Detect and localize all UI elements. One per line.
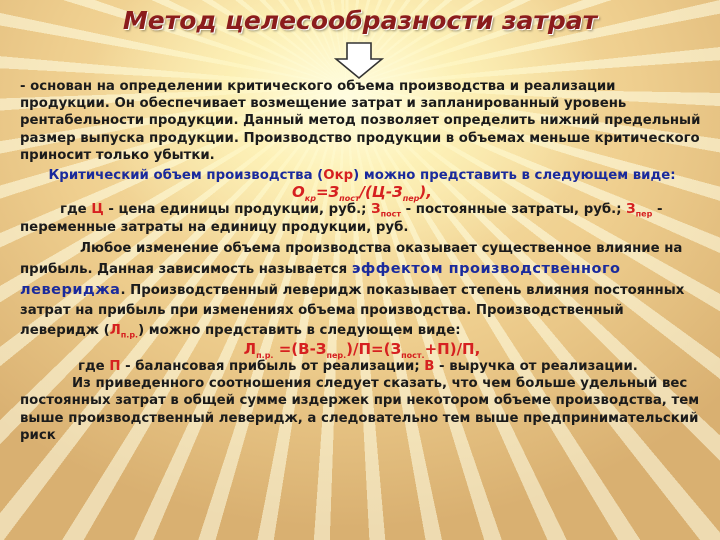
slide-body — [20, 78, 704, 444]
w2-profit-symbol: П — [109, 359, 121, 375]
where-definitions-1 — [20, 201, 704, 235]
f1-sub-b: пост — [339, 194, 360, 204]
leverage-formula — [20, 341, 704, 358]
intro-paragraph: - основан на определении критического объема производства и реализации продукции. Он обеспечивает возмещение затрат и запланированный уровень рентабельности продукции. Данный метод позволяет определить нижний предельный размер выпуска продукции. Производство продукции в объемах меньше критического приносит только убытки. — [20, 79, 701, 163]
conclusion-paragraph: Из приведенного соотношения следует сказать, что чем больше удельный вес постоянных затрат в общей сумме издержек при некотором объеме производства, тем выше производственный леверидж, а следовательно тем выше предпринимательский риск — [20, 376, 700, 443]
leverage-paragraph — [20, 239, 704, 341]
w1-t4: - переменные затраты на единицу продукции, руб. — [20, 202, 663, 235]
w1-fixed-symbol: З — [371, 202, 381, 218]
where-definitions-2 — [20, 358, 704, 375]
w1-fixed-sub: пост — [380, 210, 401, 220]
f1-part-d: ), — [419, 183, 432, 202]
w1-t1: где — [60, 202, 92, 218]
f1-sub-a: кр — [304, 194, 316, 204]
w1-t3: - постоянные затраты, руб.; — [400, 202, 627, 218]
f2-sub-c: пост. — [401, 350, 425, 360]
f2-part-a: Л — [243, 339, 257, 358]
w2-t1: где — [78, 359, 110, 375]
slide-title: Метод целесообразности затрат — [122, 6, 598, 35]
leverage-effect-term: эффектом производственного левериджа — [20, 260, 621, 298]
w1-var-sub: пер — [635, 210, 653, 220]
lev-t1: Любое изменение объема производства оказывает существенное влияние на прибыль. Данная зависимость называется — [20, 240, 683, 277]
w2-revenue-symbol: В — [424, 359, 435, 375]
w2-t2: - балансовая прибыль от реализации; — [120, 359, 425, 375]
w1-price-symbol: Ц — [91, 202, 104, 218]
lev-t3: ) можно представить в следующем виде: — [138, 322, 461, 338]
f2-sub-b: пер. — [326, 350, 347, 360]
w1-t2: - цена единицы продукции, руб.; — [103, 202, 372, 218]
crit-text-b: ) можно представить в следующем виде: — [353, 168, 676, 184]
lev-symbol-sub: п.р. — [120, 330, 139, 340]
w1-var-symbol: З — [626, 202, 636, 218]
okr-term: Окр — [323, 168, 354, 184]
f2-part-d: +П)/П, — [424, 339, 481, 358]
crit-text-a: Критический объем производства ( — [48, 168, 324, 184]
lev-symbol: Л — [109, 322, 121, 338]
w2-t3: - выручка от реализации. — [434, 359, 638, 375]
f1-sub-c: пер — [402, 194, 420, 204]
f2-part-b: =(В-З — [273, 339, 327, 358]
f1-part-b: =З — [315, 183, 340, 202]
f2-part-c: )/П=(З — [346, 339, 402, 358]
f2-sub-a: п.р. — [256, 350, 274, 360]
critical-volume-paragraph — [20, 167, 704, 184]
f1-part-c: /(Ц-З — [359, 183, 403, 202]
lev-t2: . Производственный леверидж показывает степень влияния постоянных затрат на прибыль при изменениях объема производства. Производственный леверидж ( — [20, 282, 685, 338]
critical-volume-formula — [20, 183, 704, 204]
f1-part-a: О — [292, 183, 305, 202]
down-arrow-icon — [334, 42, 384, 80]
